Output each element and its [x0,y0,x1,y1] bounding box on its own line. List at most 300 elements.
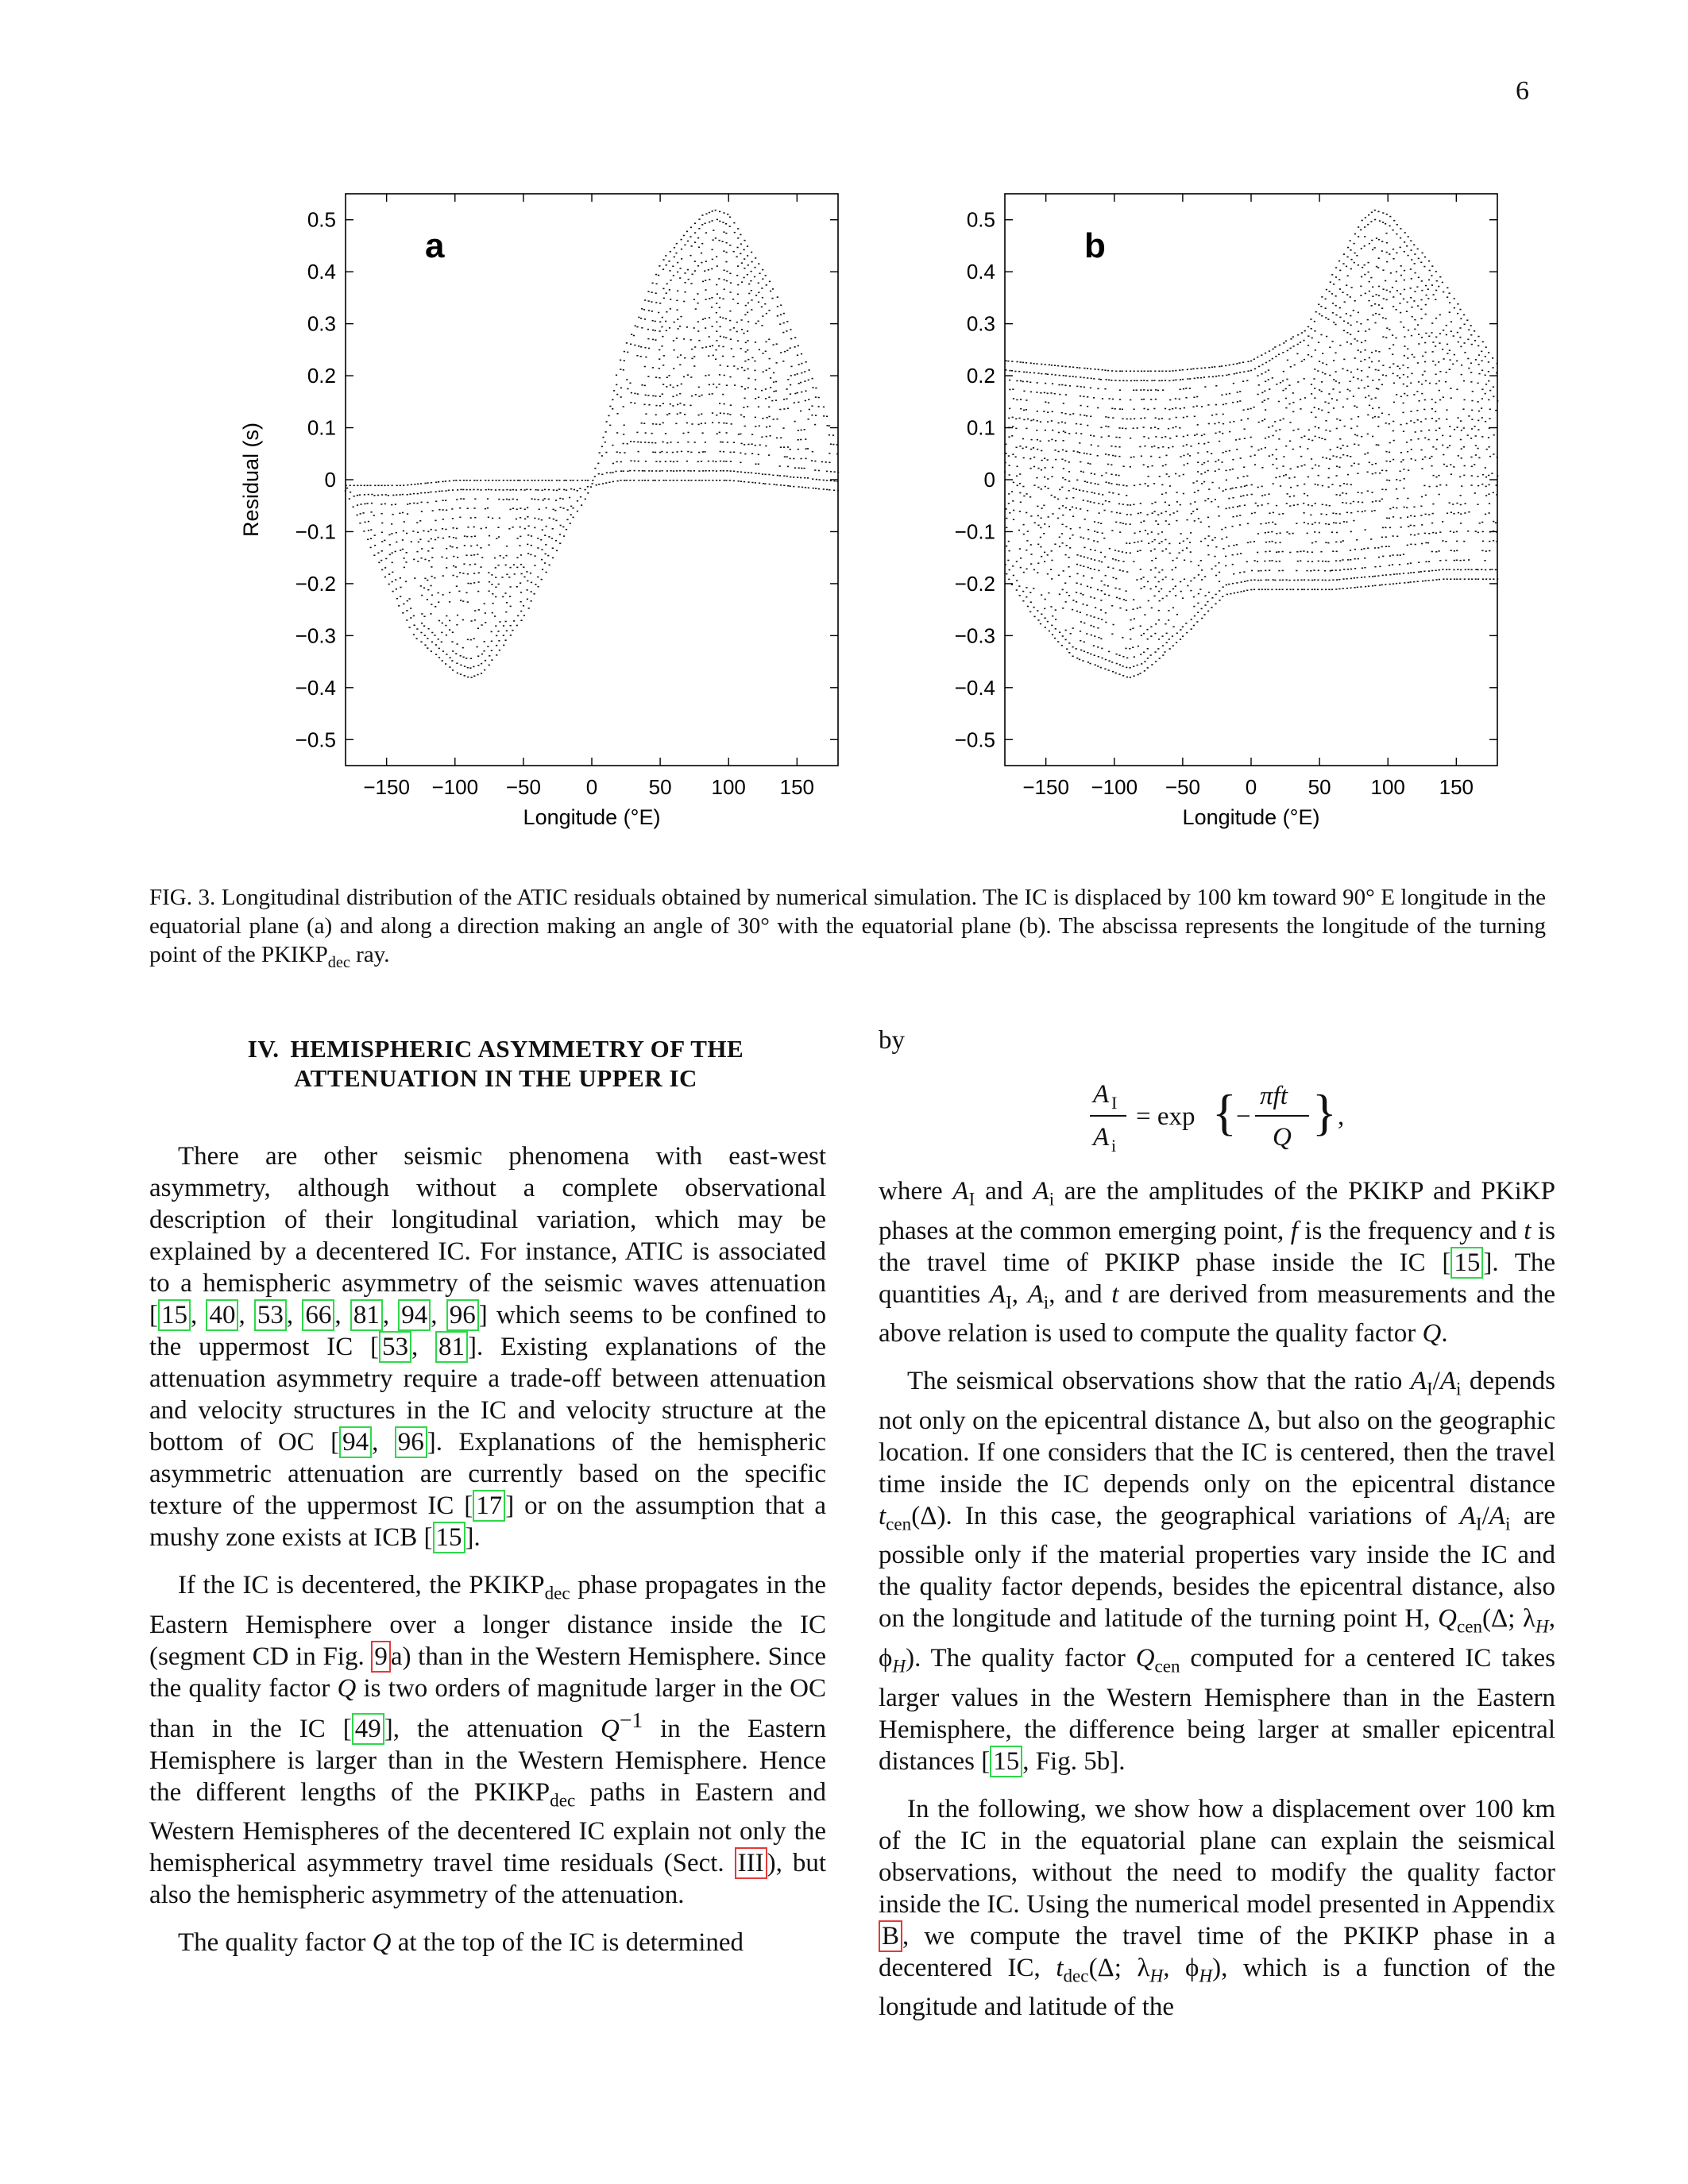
data-point [1136,380,1138,382]
data-point [1475,435,1477,437]
data-point [1105,426,1107,427]
data-point [1460,513,1462,515]
data-point [612,463,614,465]
x-tick-label: 0 [585,775,598,799]
data-point [1435,345,1436,347]
data-point [1354,434,1356,436]
citation-link[interactable]: 15 [1450,1247,1483,1279]
data-point [1185,388,1187,389]
citation-link[interactable]: 49 [352,1713,384,1745]
citation-link[interactable]: 53 [254,1299,287,1331]
data-point [1151,503,1153,504]
data-point [1022,591,1024,592]
data-point [1190,581,1192,582]
data-point [1365,217,1366,218]
data-point [1191,513,1192,515]
data-point [1133,390,1134,392]
data-point [1225,489,1226,491]
data-point [677,357,678,358]
data-point [666,480,667,481]
data-point [1425,333,1427,334]
data-point [725,461,727,462]
data-point [1112,399,1114,400]
data-point [1379,473,1381,474]
data-point [1407,498,1408,500]
data-point [1204,472,1206,473]
data-point [663,355,665,357]
data-point [1066,498,1068,500]
data-point [719,432,720,434]
data-point [1211,539,1213,541]
data-point [1339,270,1341,272]
data-point [1106,473,1107,474]
data-point [509,489,511,491]
citation-link[interactable]: 53 [379,1331,411,1363]
data-point [1454,550,1455,552]
data-point [805,361,807,363]
data-point [1314,388,1315,389]
data-point [1369,367,1370,369]
data-point [1369,281,1370,283]
figure-ref-link[interactable]: 9 [371,1641,391,1673]
data-point [723,470,724,472]
data-point [1403,374,1404,376]
citation-link[interactable]: 15 [158,1299,191,1331]
citation-link[interactable]: 94 [398,1299,431,1331]
data-point [689,255,691,257]
data-point [1457,426,1458,428]
data-point [1150,427,1152,429]
data-point [1267,398,1269,399]
data-point [1118,437,1120,438]
data-point [520,489,522,491]
data-point [1023,419,1025,421]
data-point [1489,569,1491,571]
data-point [1431,570,1433,572]
citation-link[interactable]: 40 [206,1299,238,1331]
data-point [1446,484,1447,486]
data-point [1267,589,1269,591]
data-point [1304,330,1306,332]
data-point [1222,433,1223,434]
data-point [797,477,798,478]
data-point [1180,591,1182,592]
data-point [1351,287,1353,288]
data-point [1187,434,1188,436]
data-point [516,499,518,500]
data-point [1450,473,1452,475]
data-point [1297,466,1299,468]
data-point [1180,533,1182,534]
data-point [1080,612,1081,613]
citation-link[interactable]: 96 [395,1426,427,1458]
data-point [471,677,473,678]
data-point [1087,491,1088,492]
data-point [1147,371,1149,372]
data-point [1126,514,1128,515]
citation-link[interactable]: 15 [990,1746,1022,1777]
data-point [1389,367,1391,369]
data-point [740,434,741,435]
data-point [1360,586,1362,588]
data-point [360,504,361,505]
data-point [510,625,512,627]
data-point [640,346,642,348]
data-point [1432,513,1434,515]
data-point [452,518,454,519]
data-point [1346,588,1348,589]
data-point [1080,415,1081,416]
data-point [535,584,536,585]
data-point [1155,520,1157,522]
data-point [528,608,530,609]
data-point [1063,403,1064,404]
data-point [520,601,522,603]
data-point [414,577,415,579]
section-ref-link[interactable]: III [735,1847,767,1879]
data-point [1040,392,1041,394]
data-point [384,567,386,569]
data-point [1358,492,1359,493]
data-point [790,329,791,330]
data-point [1235,487,1237,488]
data-point [1372,576,1373,577]
data-point [1193,625,1195,627]
data-point [1393,363,1394,365]
data-point [1308,430,1310,431]
data-point [1093,502,1095,504]
data-point [1045,373,1047,375]
data-point [729,480,731,481]
data-point [1037,411,1038,412]
data-point [488,517,489,519]
data-point [1158,572,1160,573]
data-point [1339,317,1341,318]
data-point [496,635,497,637]
data-point [1422,459,1423,461]
data-point [546,507,547,509]
data-point [1406,423,1408,425]
data-point [1229,507,1230,509]
data-point [1268,522,1269,523]
data-point [534,593,535,595]
data-point [1280,419,1281,421]
data-point [1009,550,1010,552]
data-point [431,482,432,484]
data-point [669,413,670,415]
citation-link[interactable]: 94 [339,1426,372,1458]
eq-frac-denominator: Q [1273,1123,1292,1152]
data-point [692,274,693,276]
data-point [747,321,749,322]
section-number: IV. [247,1035,280,1063]
data-point [1283,419,1284,420]
data-point [1165,623,1166,625]
data-point [1375,350,1377,352]
y-tick-label: −0.5 [954,727,995,752]
data-point [744,370,745,372]
data-point [783,476,785,477]
data-point [1009,380,1010,381]
data-point [1428,439,1430,441]
data-point [1343,521,1345,523]
data-point [1232,564,1234,565]
data-point [462,573,464,574]
data-point [744,481,745,483]
citation-link[interactable]: 66 [302,1299,334,1331]
data-point [1030,544,1032,546]
data-point [1343,321,1345,322]
data-point [438,592,439,594]
data-point [1399,564,1400,565]
data-point [1449,311,1450,313]
data-point [1458,341,1459,343]
data-point [442,623,443,624]
data-point [488,572,489,573]
data-point [1478,411,1480,412]
data-point [747,303,749,304]
data-point [694,232,696,233]
data-point [1292,411,1294,413]
data-point [705,346,707,348]
data-point [651,470,653,472]
data-point [1350,550,1351,551]
data-point [1111,446,1112,447]
data-point [1226,594,1228,596]
data-point [1100,609,1102,611]
data-point [1019,473,1021,475]
data-point [659,265,660,267]
data-point [1393,430,1394,432]
data-point [1226,470,1227,472]
data-point [1122,371,1123,372]
data-point [1369,243,1370,245]
data-point [1033,588,1034,589]
data-point [1315,484,1316,485]
data-point [673,470,674,472]
data-point [1093,435,1095,437]
data-point [1347,474,1349,476]
data-point [446,558,447,559]
data-point [566,519,568,521]
data-point [1097,666,1099,667]
data-point [1319,361,1320,362]
data-point [435,520,436,522]
data-point [659,322,661,323]
data-point [1180,639,1181,640]
data-point [485,622,486,623]
data-point [1378,379,1380,380]
data-point [1467,531,1469,532]
data-point [1062,542,1064,544]
data-point [1186,547,1188,549]
data-point [551,480,553,481]
data-point [1404,280,1405,281]
data-point [1007,361,1009,362]
data-point [777,306,778,307]
citation-link[interactable]: 15 [433,1522,465,1553]
data-point [1006,573,1007,575]
data-point [1464,465,1466,467]
data-point [570,514,572,515]
data-point [1239,391,1241,392]
data-point [1349,390,1350,392]
data-point [1159,658,1161,659]
data-point [353,507,354,508]
data-point [833,490,835,492]
citation-link[interactable]: 96 [446,1299,479,1331]
data-point [477,489,478,491]
appendix-ref-link[interactable]: B [879,1920,902,1952]
data-point [388,495,389,496]
data-point [1360,295,1362,296]
data-point [1435,299,1436,300]
data-point [1123,465,1125,467]
data-point [804,380,805,382]
data-point [1357,577,1358,579]
data-point [1050,606,1052,608]
data-point [643,404,645,406]
data-point [1201,368,1203,369]
data-point [1378,257,1380,259]
data-point [1342,407,1344,408]
data-point [638,345,639,347]
data-point [435,539,436,541]
data-point [601,446,603,448]
data-point [1147,466,1149,468]
data-point [1098,637,1099,639]
data-point [1400,265,1402,267]
data-point [1133,457,1134,458]
data-point [1168,476,1170,477]
data-point [1069,366,1071,368]
data-point [1130,419,1131,420]
data-point [1026,399,1027,401]
data-point [672,396,674,398]
data-point [1200,522,1202,523]
data-point [1273,512,1274,514]
data-point [496,654,497,656]
data-point [1343,359,1345,361]
data-point [798,364,800,365]
data-point [1063,440,1064,442]
data-point [1347,569,1349,570]
data-point [384,540,385,542]
data-point [1279,476,1280,477]
data-point [1258,422,1260,423]
data-point [1138,371,1139,372]
data-point [1243,409,1245,411]
data-point [1087,406,1088,407]
data-point [526,489,527,491]
data-point [1425,542,1427,544]
data-point [1377,388,1379,390]
data-point [1016,561,1018,562]
data-point [1083,396,1084,398]
data-point [1446,569,1447,571]
data-point [559,498,561,500]
data-point [1269,512,1270,514]
data-point [1335,324,1336,326]
data-point [478,609,480,611]
data-point [1257,394,1259,396]
data-point [1269,550,1271,552]
data-point [790,485,791,487]
data-point [1122,666,1124,667]
data-point [1457,569,1458,570]
data-point [456,528,458,530]
data-point [1218,459,1219,461]
data-point [1244,438,1246,439]
data-point [1197,424,1199,426]
data-point [371,494,373,496]
data-point [761,287,763,289]
data-point [1193,397,1195,399]
data-point [464,545,465,546]
data-point [1079,659,1080,661]
data-point [1059,508,1060,510]
citation-link[interactable]: 17 [473,1490,505,1522]
data-point [1260,580,1261,581]
data-point [698,396,700,397]
citation-link[interactable]: 81 [350,1299,383,1331]
data-point [424,559,426,561]
data-point [701,461,702,462]
data-point [1379,566,1381,568]
data-point [747,388,749,389]
data-point [698,228,700,230]
data-point [427,502,428,504]
data-point [1197,490,1199,492]
data-point [801,458,802,460]
data-point [1478,364,1480,365]
data-point [1162,389,1164,391]
data-point [1154,549,1156,550]
data-point [686,326,688,328]
data-point [1154,511,1156,512]
data-point [428,560,430,561]
data-point [1162,579,1164,581]
data-point [684,245,686,246]
data-point [658,312,659,314]
data-point [1250,542,1251,543]
data-point [1006,361,1007,362]
data-point [1482,531,1484,533]
data-point [1219,431,1220,433]
citation-link[interactable]: 81 [435,1331,468,1363]
data-point [1442,569,1443,570]
data-point [427,589,429,591]
data-point [1407,357,1408,359]
x-tick-label: 0 [1245,775,1257,799]
data-point [1150,550,1152,552]
data-point [1215,604,1216,605]
data-point [798,439,799,441]
data-point [690,227,692,229]
data-point [1070,633,1072,635]
data-point [1481,484,1483,485]
data-point [1282,513,1284,515]
data-point [832,434,834,436]
data-point [1080,555,1082,557]
data-point [1004,472,1006,473]
data-point [1044,523,1045,525]
data-point [605,482,607,484]
data-point [349,498,350,500]
data-point [1346,399,1348,400]
data-point [765,341,767,343]
data-point [1190,590,1192,592]
